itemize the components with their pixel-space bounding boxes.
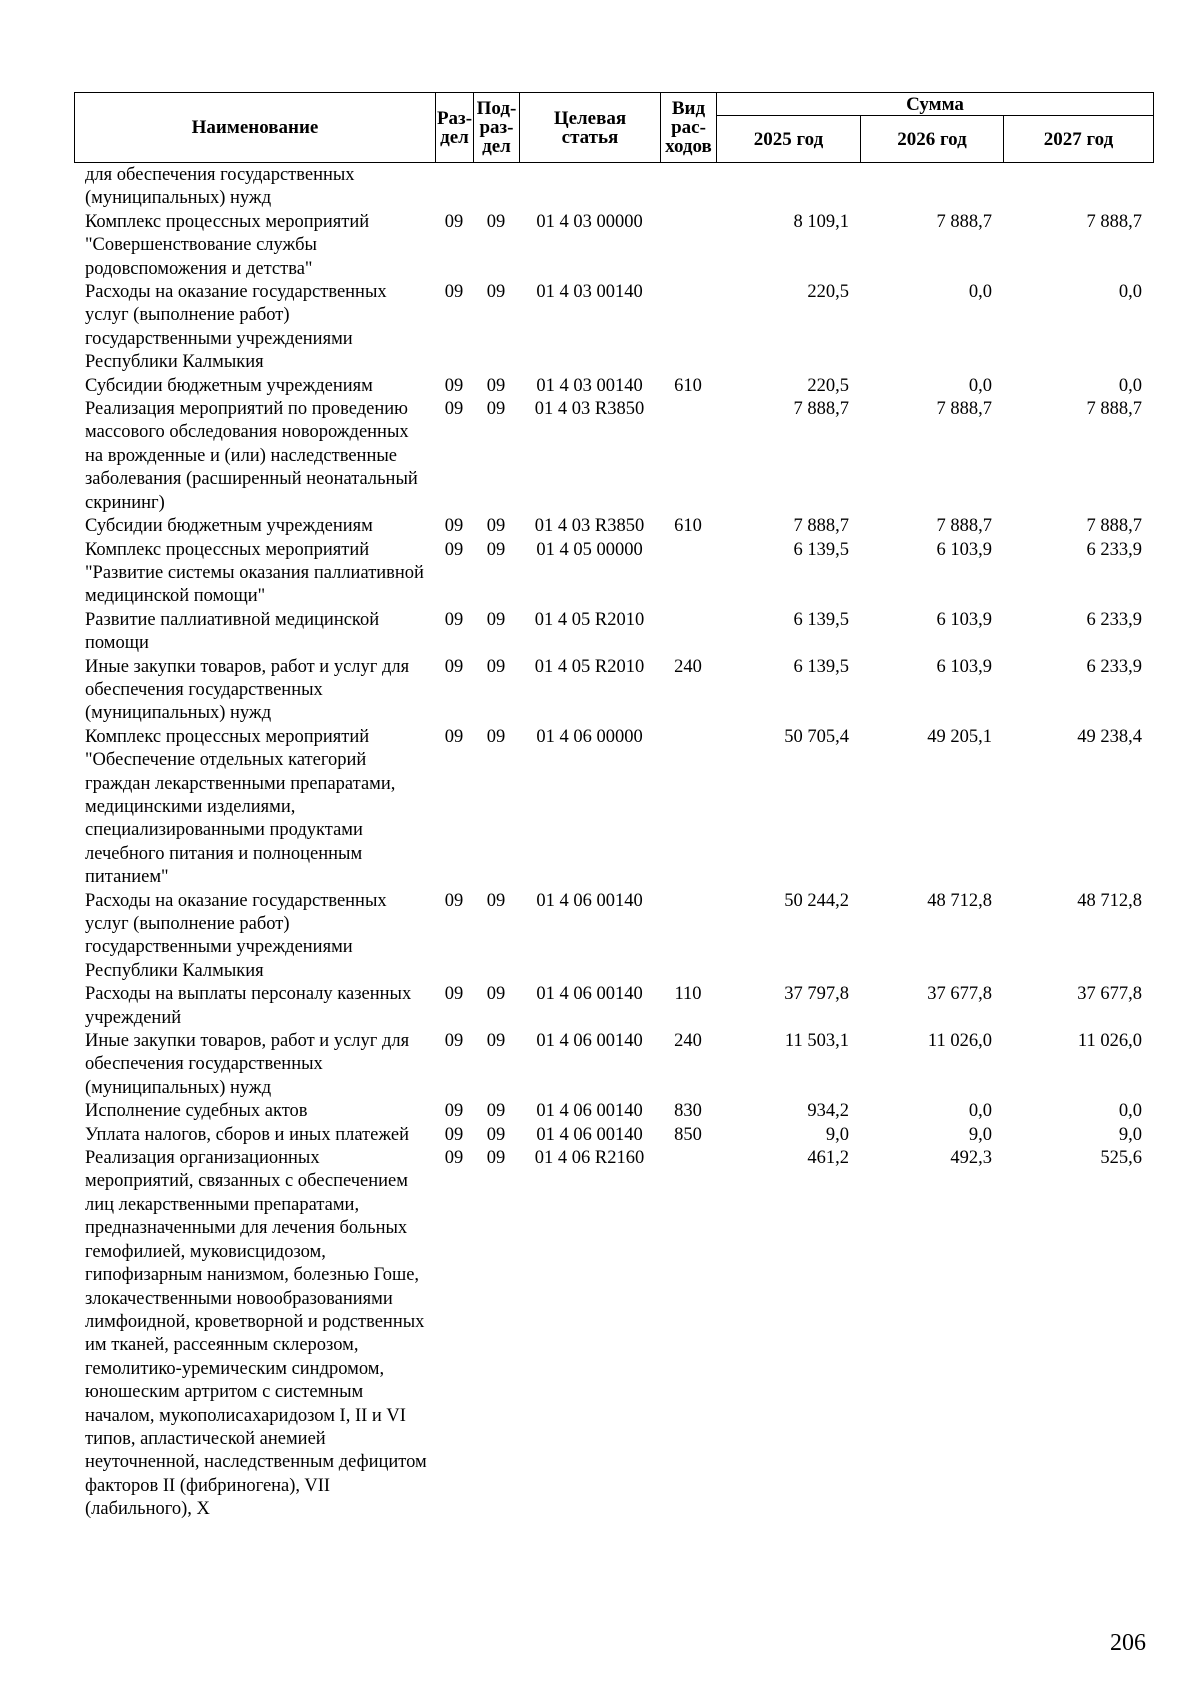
page-number: 206 xyxy=(1110,1630,1146,1656)
row-section: 09 xyxy=(444,399,464,420)
row-section: 09 xyxy=(444,1031,464,1052)
row-sum-2027: 11 026,0 xyxy=(1077,1031,1142,1052)
row-target-article: 01 4 06 00140 xyxy=(536,1124,643,1145)
row-sum-2025: 9,0 xyxy=(825,1124,849,1145)
row-sum-2026: 7 888,7 xyxy=(936,399,992,420)
row-sum-2026: 6 103,9 xyxy=(936,609,992,630)
row-sum-2026: 48 712,8 xyxy=(927,890,992,911)
row-sum-2026: 37 677,8 xyxy=(927,984,992,1005)
row-sum-2027 xyxy=(1003,164,1153,211)
row-name: Субсидии бюджетным учреждениям xyxy=(85,516,373,537)
row-sum-2027: 0,0 xyxy=(1118,375,1142,396)
row-name: для обеспечения государственных (муниципальных) нужд xyxy=(85,165,355,209)
row-subsection: 09 xyxy=(486,282,506,303)
header-year-2026: 2026 год xyxy=(861,116,1004,163)
row-name: Расходы на выплаты персоналу казенных учреждений xyxy=(85,984,412,1028)
table-row xyxy=(74,656,1153,726)
row-target-article: 01 4 05 R2010 xyxy=(534,656,645,677)
row-name: Комплекс процессных мероприятий "Совершенствование службы родовспоможения и детства" xyxy=(85,211,370,279)
row-expense-type xyxy=(660,726,716,890)
row-sum-2025: 220,5 xyxy=(807,282,849,303)
row-sum-2027: 525,6 xyxy=(1100,1148,1142,1169)
table-row xyxy=(74,164,1153,211)
row-sum-2026: 11 026,0 xyxy=(927,1031,992,1052)
row-sum-2027: 48 712,8 xyxy=(1077,890,1142,911)
row-name: Реализация мероприятий по проведению массового обследования новорожденных на врожденные и (или) наследственные заболевания (расширенный неонатальный скрининг) xyxy=(85,399,418,513)
table-row xyxy=(74,1147,1153,1522)
row-expense-type xyxy=(660,281,716,375)
row-subsection: 09 xyxy=(486,516,506,537)
row-expense-type xyxy=(660,211,716,281)
table-header xyxy=(74,92,1154,163)
row-section: 09 xyxy=(444,1101,464,1122)
row-expense-type: 240 xyxy=(674,1031,702,1052)
row-sum-2026: 6 103,9 xyxy=(936,539,992,560)
header-sum: Сумма xyxy=(717,93,1154,116)
row-target-article: 01 4 05 R2010 xyxy=(534,609,645,630)
header-expense-type: Вид рас- ходов xyxy=(661,93,717,163)
row-section xyxy=(435,164,473,211)
row-sum-2025: 220,5 xyxy=(807,375,849,396)
table-row xyxy=(74,890,1153,984)
table-row xyxy=(74,375,1153,398)
table-row xyxy=(74,983,1153,1030)
row-sum-2027: 6 233,9 xyxy=(1086,656,1142,677)
header-year-2025: 2025 год xyxy=(717,116,861,163)
table-row xyxy=(74,398,1153,515)
table-row xyxy=(74,609,1153,656)
row-sum-2025: 11 503,1 xyxy=(784,1031,849,1052)
row-section: 09 xyxy=(444,211,464,232)
row-sum-2027: 6 233,9 xyxy=(1086,539,1142,560)
row-section: 09 xyxy=(444,1124,464,1145)
row-expense-type xyxy=(660,1147,716,1522)
row-sum-2027: 7 888,7 xyxy=(1086,211,1142,232)
row-expense-type: 610 xyxy=(674,516,702,537)
row-subsection: 09 xyxy=(486,609,506,630)
row-sum-2027: 7 888,7 xyxy=(1086,516,1142,537)
row-sum-2026 xyxy=(860,164,1003,211)
row-name: Комплекс процессных мероприятий "Развитие системы оказания паллиативной медицинской помощи" xyxy=(85,539,424,607)
row-section: 09 xyxy=(444,890,464,911)
row-name: Реализация организационных мероприятий, связанных с обеспечением лиц лекарственными препаратами, предназначенными для лечения больных гемофилией, муковисцидозом, гипофизарным нанизмом, болезнью Гоше, злокачественными новообразованиями лимфоидной, кроветворной и родственных им тканей, рассеянным склерозом, гемолитико-уремическим синдромом, юношеским артритом с системным началом, мукополисахаридозом I, II и VI типов, апластической анемией неуточненной, наследственным дефицитом факторов II (фибриногена), VII (лабильного), X xyxy=(85,1148,427,1520)
row-section: 09 xyxy=(444,375,464,396)
row-sum-2025: 6 139,5 xyxy=(793,539,849,560)
row-subsection: 09 xyxy=(486,1031,506,1052)
row-sum-2026: 49 205,1 xyxy=(927,726,992,747)
row-sum-2025: 8 109,1 xyxy=(793,211,849,232)
row-target-article: 01 4 03 R3850 xyxy=(534,516,645,537)
row-expense-type xyxy=(660,164,716,211)
row-target-article: 01 4 03 00140 xyxy=(536,282,643,303)
row-sum-2026: 0,0 xyxy=(968,375,992,396)
row-name: Исполнение судебных актов xyxy=(85,1101,308,1122)
row-sum-2025: 6 139,5 xyxy=(793,609,849,630)
row-sum-2026: 0,0 xyxy=(968,282,992,303)
row-section: 09 xyxy=(444,726,464,747)
row-sum-2026: 7 888,7 xyxy=(936,516,992,537)
row-target-article: 01 4 03 00000 xyxy=(536,211,643,232)
row-target-article: 01 4 06 00140 xyxy=(536,984,643,1005)
row-expense-type xyxy=(660,539,716,609)
header-subsection: Под- раз- дел xyxy=(474,93,520,163)
row-section: 09 xyxy=(444,282,464,303)
row-target-article: 01 4 06 00140 xyxy=(536,1101,643,1122)
row-expense-type: 110 xyxy=(674,984,702,1005)
row-sum-2025: 6 139,5 xyxy=(793,656,849,677)
table-row xyxy=(74,515,1153,538)
row-sum-2025 xyxy=(716,164,860,211)
row-sum-2026: 0,0 xyxy=(968,1101,992,1122)
row-sum-2025: 461,2 xyxy=(807,1148,849,1169)
row-expense-type xyxy=(660,890,716,984)
row-subsection xyxy=(473,164,519,211)
table-row xyxy=(74,539,1153,609)
row-expense-type: 830 xyxy=(674,1101,702,1122)
row-sum-2027: 6 233,9 xyxy=(1086,609,1142,630)
table-row xyxy=(74,1124,1153,1147)
header-target: Целевая статья xyxy=(520,93,661,163)
row-sum-2026: 492,3 xyxy=(950,1148,992,1169)
row-sum-2027: 7 888,7 xyxy=(1086,399,1142,420)
row-sum-2025: 7 888,7 xyxy=(793,399,849,420)
row-target-article: 01 4 06 R2160 xyxy=(534,1148,645,1169)
row-sum-2026: 9,0 xyxy=(968,1124,992,1145)
row-name: Развитие паллиативной медицинской помощи xyxy=(85,609,380,654)
row-subsection: 09 xyxy=(486,211,506,232)
row-sum-2025: 37 797,8 xyxy=(784,984,849,1005)
row-subsection: 09 xyxy=(486,539,506,560)
row-subsection: 09 xyxy=(486,1101,506,1122)
row-sum-2027: 0,0 xyxy=(1118,282,1142,303)
row-sum-2026: 7 888,7 xyxy=(936,211,992,232)
row-target-article xyxy=(519,164,660,211)
row-name: Уплата налогов, сборов и иных платежей xyxy=(85,1124,410,1145)
row-expense-type: 240 xyxy=(674,656,702,677)
row-name: Иные закупки товаров, работ и услуг для обеспечения государственных (муниципальных) нужд xyxy=(85,1031,410,1098)
row-section: 09 xyxy=(444,656,464,677)
row-section: 09 xyxy=(444,1148,464,1169)
row-sum-2027: 0,0 xyxy=(1118,1101,1142,1122)
row-subsection: 09 xyxy=(486,726,506,747)
row-section: 09 xyxy=(444,984,464,1005)
table-row xyxy=(74,1030,1153,1100)
table-row xyxy=(74,726,1153,890)
row-name: Иные закупки товаров, работ и услуг для обеспечения государственных (муниципальных) нужд xyxy=(85,656,410,724)
row-target-article: 01 4 06 00000 xyxy=(536,726,643,747)
row-target-article: 01 4 06 00140 xyxy=(536,1031,643,1052)
row-expense-type: 850 xyxy=(674,1124,702,1145)
row-subsection: 09 xyxy=(486,1148,506,1169)
row-subsection: 09 xyxy=(486,656,506,677)
table-row xyxy=(74,281,1153,375)
table-row xyxy=(74,211,1153,281)
header-year-2027: 2027 год xyxy=(1004,116,1154,163)
row-target-article: 01 4 03 00140 xyxy=(536,375,643,396)
row-subsection: 09 xyxy=(486,375,506,396)
row-sum-2025: 7 888,7 xyxy=(793,516,849,537)
table-row xyxy=(74,1100,1153,1123)
row-target-article: 01 4 05 00000 xyxy=(536,539,643,560)
row-sum-2025: 50 244,2 xyxy=(784,890,849,911)
budget-table xyxy=(74,164,1153,1522)
row-target-article: 01 4 06 00140 xyxy=(536,890,643,911)
row-section: 09 xyxy=(444,516,464,537)
row-sum-2027: 37 677,8 xyxy=(1077,984,1142,1005)
row-section: 09 xyxy=(444,609,464,630)
row-subsection: 09 xyxy=(486,1124,506,1145)
row-sum-2026: 6 103,9 xyxy=(936,656,992,677)
row-expense-type xyxy=(660,398,716,515)
row-subsection: 09 xyxy=(486,890,506,911)
row-sum-2027: 9,0 xyxy=(1118,1124,1142,1145)
row-expense-type: 610 xyxy=(674,375,702,396)
row-subsection: 09 xyxy=(486,984,506,1005)
row-name: Комплекс процессных мероприятий "Обеспечение отдельных категорий граждан лекарственными препаратами, медицинскими изделиями, специализированными продуктами лечебного питания и полноценным питанием" xyxy=(85,726,396,888)
row-sum-2027: 49 238,4 xyxy=(1077,726,1142,747)
row-sum-2025: 934,2 xyxy=(807,1101,849,1122)
header-section: Раз- дел xyxy=(436,93,474,163)
row-sum-2025: 50 705,4 xyxy=(784,726,849,747)
row-name: Расходы на оказание государственных услуг (выполнение работ) государственными учреждениями Республики Калмыкия xyxy=(85,282,387,373)
row-name: Субсидии бюджетным учреждениям xyxy=(85,375,373,396)
row-target-article: 01 4 03 R3850 xyxy=(534,399,645,420)
header-name: Наименование xyxy=(75,93,436,163)
row-name: Расходы на оказание государственных услуг (выполнение работ) государственными учреждениями Республики Калмыкия xyxy=(85,890,387,981)
row-expense-type xyxy=(660,609,716,656)
row-section: 09 xyxy=(444,539,464,560)
row-subsection: 09 xyxy=(486,399,506,420)
